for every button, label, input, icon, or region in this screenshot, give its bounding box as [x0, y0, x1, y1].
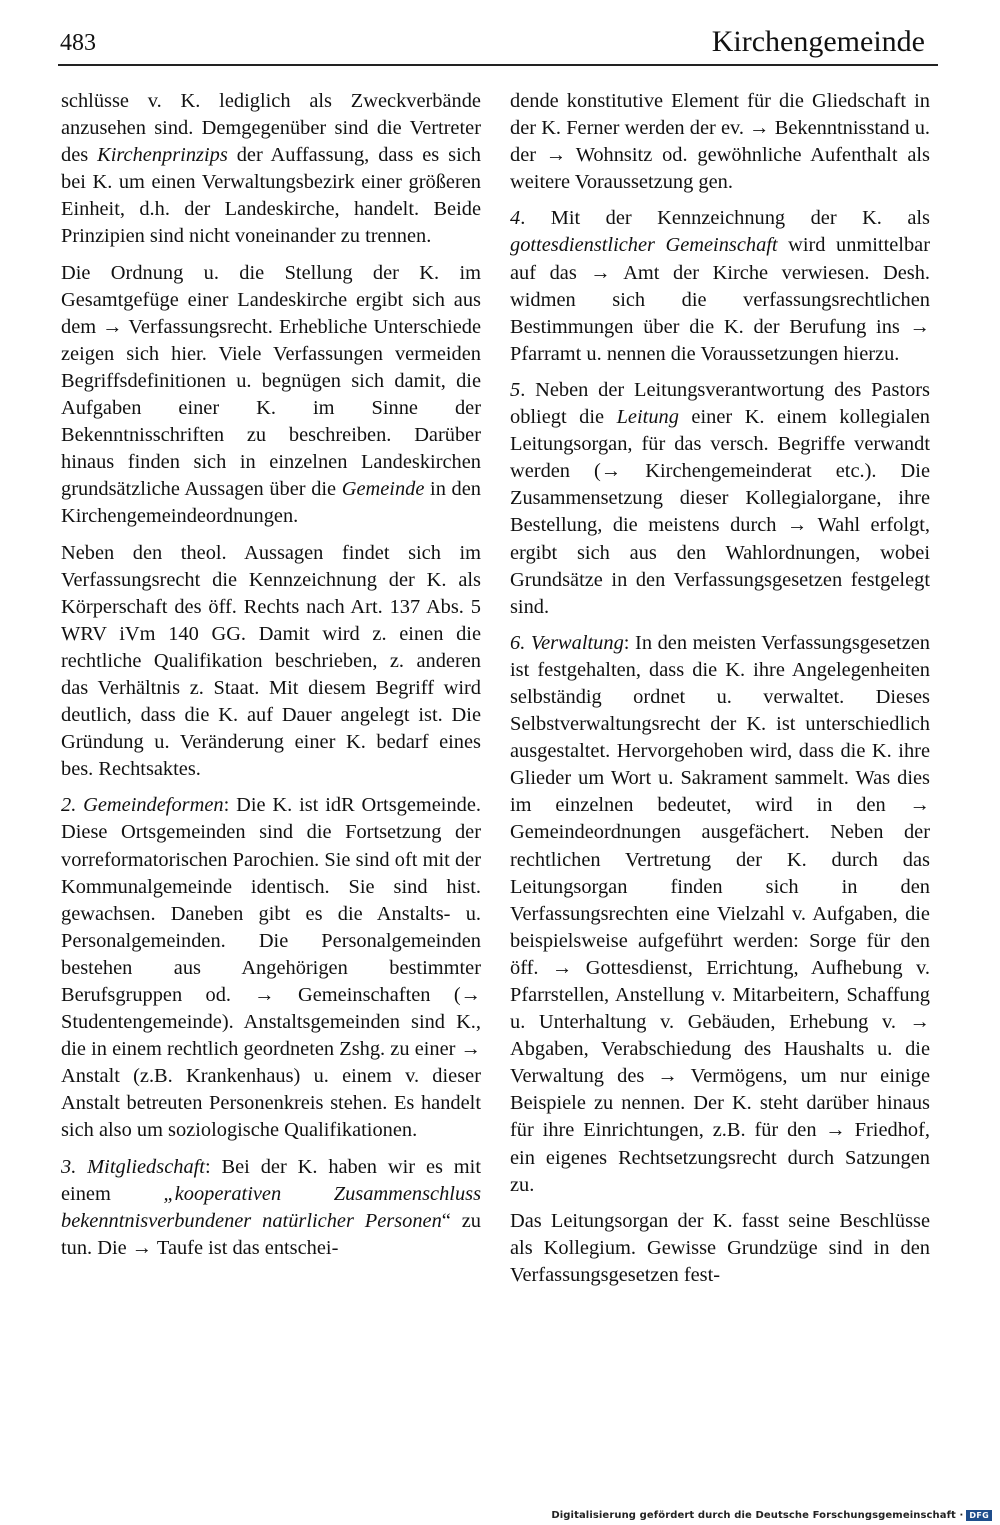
- header-rule: [58, 64, 938, 66]
- digitization-footer: [551, 1510, 992, 1521]
- paragraph: 4. Mit der Kennzeichnung der K. als gottesdienstlicher Gemeinschaft wird unmittelbar auf das → Amt der Kirche verwiesen. Desh. widmen sich die verfassungsrechtlichen Bestimmungen über die K. der Berufung ins → Pfarramt u. nennen die Voraussetzungen hierzu.: [510, 207, 930, 365]
- dfg-logo-icon: DFG: [966, 1510, 992, 1521]
- left-column: [61, 88, 481, 1262]
- page-number: 483: [60, 30, 96, 56]
- paragraph: Das Leitungsorgan der K. fasst seine Beschlüsse als Kollegium. Gewisse Grundzüge sind in den Verfassungsgesetzen fest-: [510, 1209, 930, 1286]
- paragraph: Neben den theol. Aussagen findet sich im Verfassungsrecht die Kennzeichnung der K. als Körperschaft des öff. Rechts nach Art. 137 Abs. 5 WRV iVm 140 GG. Damit wird z. einen die rechtliche Qualifikation beschrieben, z. anderen das Verhältnis z. Staat. Mit diesem Begriff wird deutlich, dass die K. auf Dauer angelegt ist. Die Gründung u. Veränderung einer K. bedarf eines bes. Rechtsaktes.: [61, 541, 481, 781]
- paragraph: 3. Mitgliedschaft: Bei der K. haben wir es mit einem „kooperativen Zusammenschluss bekenntnisverbundener natürlicher Personen“ zu tun. Die → Taufe ist das entschei-: [61, 1155, 482, 1259]
- running-head: Kirchengemeinde: [711, 25, 925, 58]
- paragraph: schlüsse v. K. lediglich als Zweckverbände anzusehen sind. Demgegenüber sind die Vertreter des Kirchenprinzips der Auffassung, dass es sich bei K. um einen Verwaltungsbezirk einer größeren Einheit, d.h. der Landeskirche, handelt. Beide Prinzipien sind nicht voneinander zu trennen.: [61, 90, 481, 248]
- paragraph: 6. Verwaltung: In den meisten Verfassungsgesetzen ist festgehalten, dass die K. ihre Angelegenheiten selbständig ordnet u. verwaltet. Dieses Selbstverwaltungsrecht der K. ist unterschiedlich ausgestaltet. Hervorgehoben wird, dass die K. ihre Glieder um Wort u. Sakrament sammelt. Was dies im einzelnen bedeutet, wird in den → Gemeindeordnungen ausgefächert. Neben der rechtlichen Vertretung der K. durch das Leitungsorgan finden sich in den Verfassungsrechten eine Vielzahl v. Aufgaben, die beispielsweise aufgeführt werden: Sorge für den öff. → Gottesdienst, Errichtung, Aufhebung v. Pfarrstellen, Anstellung v. Mitarbeitern, Schaffung u. Unterhaltung v. Gebäuden, Erhebung v. → Abgaben, Verabschiedung des Haushalts u. die Verwaltung des → Vermögens, um nur einige Beispiele zu nennen. Der K. steht darüber hinaus für ihre Einrichtungen, z.B. für den → Friedhof, ein eigenes Rechtsetzungsrecht durch Satzungen zu.: [510, 631, 930, 1196]
- right-column: [510, 88, 930, 1289]
- paragraph: 2. Gemeindeformen: Die K. ist idR Ortsgemeinde. Diese Ortsgemeinden sind die Fortsetzung der vorreformatorischen Parochien. Sie sind oft mit der Kommunalgemeinde identisch. Sie sind hist. gewachsen. Daneben gibt es die Anstalts- u. Personalgemeinden. Die Personalgemeinden bestehen aus Angehörigen bestimmter Berufsgruppen od. → Gemeinschaften (→ Studentengemeinde). Anstaltsgemeinden sind K., die in einem rechtlich geordneten Zshg. zu einer → Anstalt (z.B. Krankenhaus) u. einem v. dieser Anstalt betreuten Personenkreis stehen. Es handelt sich also um soziologische Qualifikationen.: [61, 794, 481, 1142]
- paragraph: 5. Neben der Leitungsverantwortung des Pastors obliegt die Leitung einer K. einem kollegialen Leitungsorgan, für das versch. Begriffe verwandt werden (→ Kirchengemeinderat etc.). Die Zusammensetzung dieser Kollegialorgane, ihre Bestellung, die meistens durch → Wahl erfolgt, ergibt sich aus den Wahlordnungen, wobei Grundsätze in den Verfassungsgesetzen festgelegt sind.: [510, 378, 930, 618]
- footer-text: Digitalisierung gefördert durch die Deutsche Forschungsgemeinschaft ·: [551, 1510, 964, 1521]
- paragraph: Die Ordnung u. die Stellung der K. im Gesamtgefüge einer Landeskirche ergibt sich aus dem → Verfassungsrecht. Erhebliche Unterschiede zeigen sich hier. Viele Verfassungen vermeiden Begriffsdefinitionen u. begnügen sich damit, die Aufgaben einer K. im Sinne der Bekenntnisschriften zu beschreiben. Darüber hinaus finden sich in einzelnen Landeskirchen grundsätzliche Aussagen über die Gemeinde in den Kirchengemeindeordnungen.: [61, 261, 481, 528]
- paragraph: dende konstitutive Element für die Gliedschaft in der K. Ferner werden der ev. → Bekenntnisstand u. der → Wohnsitz od. gewöhnliche Aufenthalt als weitere Voraussetzung gen.: [510, 90, 930, 194]
